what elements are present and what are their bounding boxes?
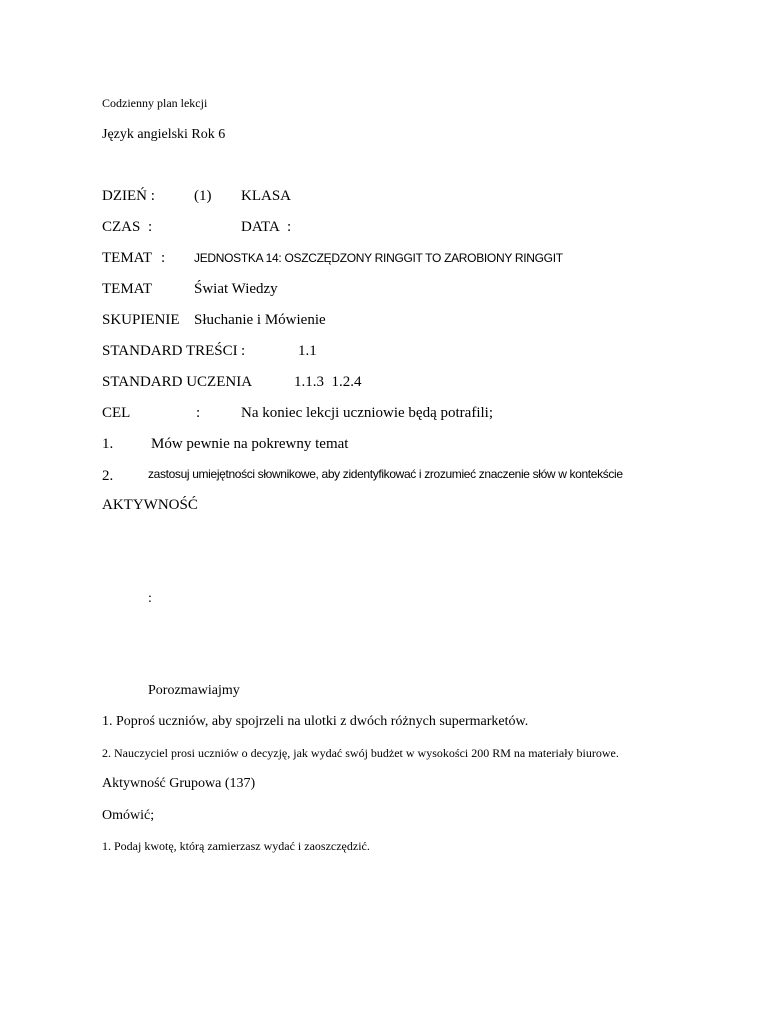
skupienie-label: SKUPIENIE	[102, 312, 180, 328]
standard-tresci-colon: :	[241, 343, 246, 359]
standard-tresci-label: STANDARD TREŚCI	[102, 343, 238, 359]
skupienie-value: Słuchanie i Mówienie	[194, 312, 326, 328]
objective-text: zastosuj umiejętności słownikowe, aby zidentyfikować i zrozumieć znaczenie słów w kontekście	[148, 467, 623, 481]
dzien-label: DZIEŃ :	[102, 188, 155, 204]
activity-step: 1. Poproś uczniów, aby spojrzeli na ulotki z dwóch różnych supermarketów.	[102, 714, 529, 729]
discuss-heading: Omówić;	[102, 808, 155, 823]
activity-subheading: Porozmawiajmy	[148, 683, 240, 698]
group-activity-heading: Aktywność Grupowa (137)	[102, 776, 256, 791]
activity-heading: AKTYWNOŚĆ	[102, 497, 198, 513]
standard-uczenia-value: 1.1.3 1.2.4	[294, 374, 362, 390]
czas-label: CZAS	[102, 219, 141, 235]
objective-number: 1.	[102, 436, 114, 452]
cel-value: Na koniec lekcji uczniowie będą potrafili;	[241, 405, 493, 421]
czas-colon: :	[148, 219, 153, 235]
temat1-label: TEMAT	[102, 250, 152, 266]
plan-subtitle: Codzienny plan lekcji	[102, 96, 208, 110]
activity-colon: :	[148, 591, 152, 606]
discuss-item: 1. Podaj kwotę, którą zamierzasz wydać i zaoszczędzić.	[102, 839, 370, 853]
standard-uczenia-label: STANDARD UCZENIA	[102, 374, 253, 390]
data-label: DATA	[241, 219, 280, 235]
klasa-label: KLASA	[241, 188, 292, 204]
cel-colon: :	[196, 405, 201, 421]
objective-number: 2.	[102, 468, 114, 484]
standard-tresci-value: 1.1	[298, 343, 317, 359]
temat1-value: JEDNOSTKA 14: OSZCZĘDZONY RINGGIT TO ZAROBIONY RINGGIT	[194, 251, 563, 265]
activity-step: 2. Nauczyciel prosi uczniów o decyzję, jak wydać swój budżet w wysokości 200 RM na materiały biurowe.	[102, 746, 619, 760]
cel-label: CEL	[102, 405, 131, 421]
temat2-label: TEMAT	[102, 281, 152, 297]
temat2-value: Świat Wiedzy	[194, 281, 278, 297]
plan-title: Język angielski Rok 6	[102, 127, 226, 142]
dzien-value: (1)	[194, 188, 212, 204]
temat1-colon: :	[161, 250, 166, 266]
objective-text: Mów pewnie na pokrewny temat	[151, 436, 349, 452]
data-colon: :	[287, 219, 292, 235]
